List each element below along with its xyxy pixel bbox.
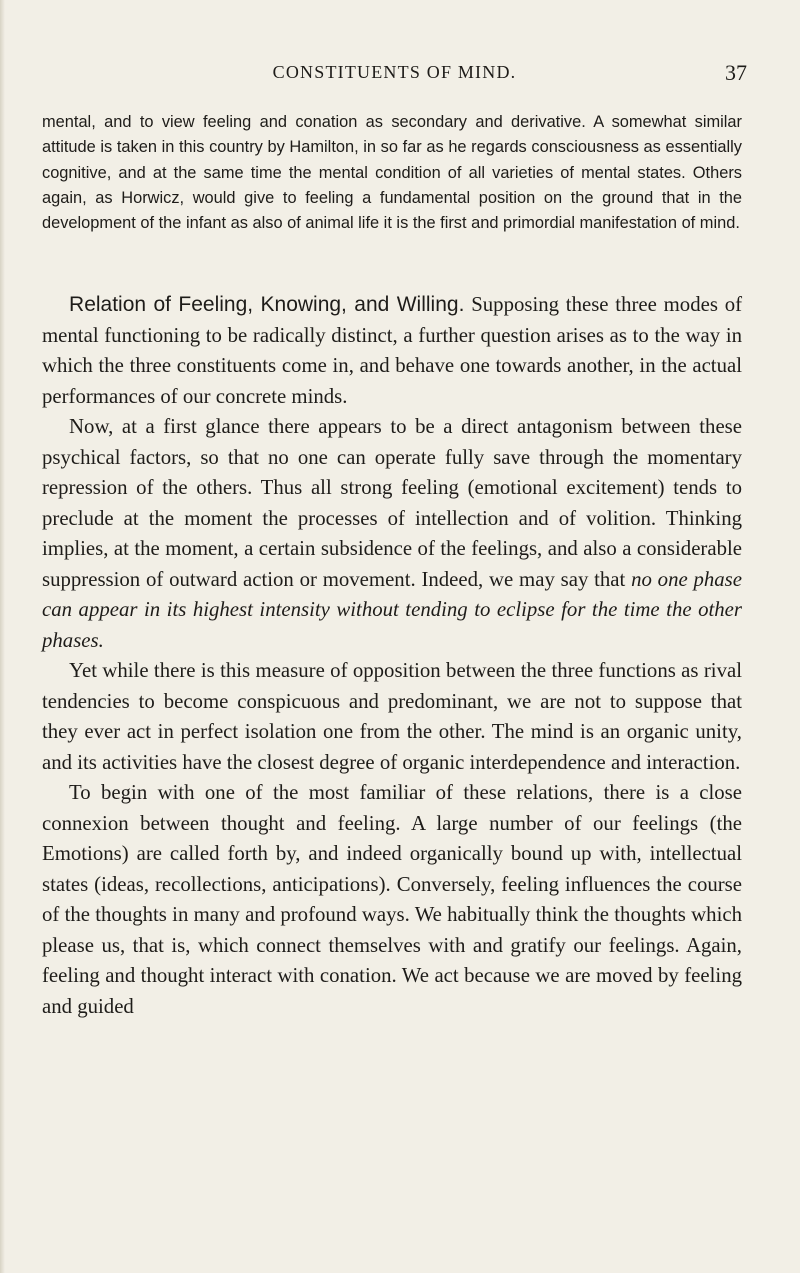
- running-head-title: CONSTITUENTS OF MIND.: [272, 62, 517, 82]
- page-gutter-shadow: [0, 0, 5, 1273]
- page-number: 37: [725, 60, 747, 85]
- section-paragraph-4: To begin with one of the most familiar of these relations, there is a close connexion between thought and feeling. A large number of our feelings (the Emotions) are called forth by, and indeed organically bound up with, intellectual states (ideas, recollections, anticipations). Conversely, feeling influences the course of the thoughts in many and profound ways. We habitually think the thoughts which please us, that is, which connect themselves with and gratify our feelings. Again, feeling and thought interact with conation. We act because we are moved by feeling and guided: [42, 781, 742, 1018]
- section-paragraph-2-italic: no one phase can appear in its highest intensity without tending to eclipse for the time the other phases.: [42, 567, 742, 652]
- section-paragraph-2-text: Now, at a first glance there appears to be a direct antagonism between these psychical factors, so that no one can operate fully save through the momentary repression of the others. Thus all strong feeling (emotional excitement) tends to preclude at the moment the processes of intellection and of volition. Thinking implies, at the moment, a certain subsidence of the feelings, and also a considerable suppression of outward action or movement. Indeed, we may say that: [42, 415, 742, 591]
- running-head: [42, 60, 747, 86]
- section-paragraph-2: [42, 412, 742, 656]
- section-heading: Relation of Feeling, Knowing, and Willing.: [69, 293, 465, 316]
- intro-paragraph: mental, and to view feeling and conation as secondary and derivative. A somewhat similar attitude is taken in this country by Hamilton, in so far as he regards consciousness as essentially cognitive, and at the same time the mental condition of all varieties of mental states. Others again, as Horwicz, would give to feeling a fundamental position on the ground that in the development of the infant as also of animal life it is the first and primordial manifestation of mind.: [42, 113, 742, 233]
- section-paragraph-1-text: Supposing these three modes of mental functioning to be radically distinct, a further question arises as to the way in which the three constituents come in, and behave one towards another, in the actual performances of our concrete minds.: [42, 293, 743, 408]
- section-paragraph-3: Yet while there is this measure of opposition between the three functions as rival tendencies to become conspicuous and predominant, we are not to suppose that they ever act in perfect isolation one from the other. The mind is an organic unity, and its activities have the closest degree of organic interdependence and interaction.: [42, 659, 742, 774]
- section-body: [42, 290, 742, 1022]
- section-paragraph-1: [42, 290, 742, 412]
